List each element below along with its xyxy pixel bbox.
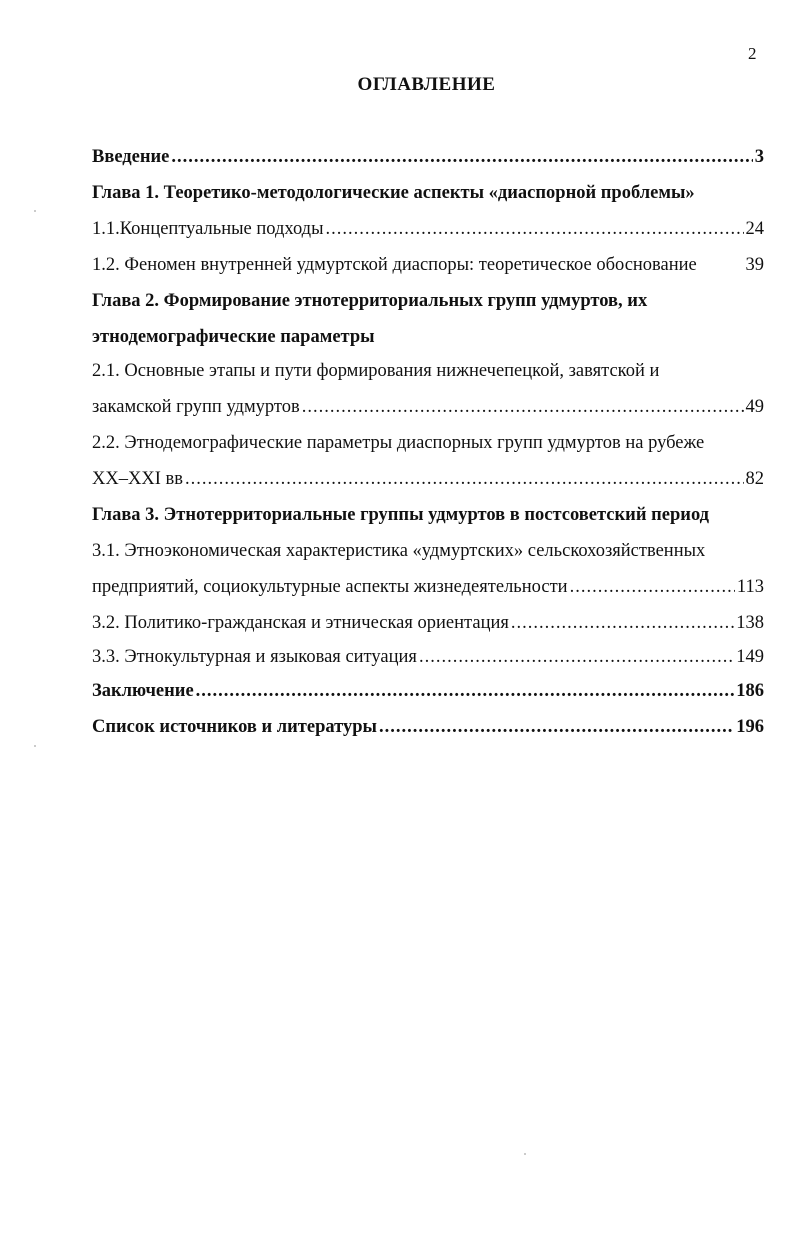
toc-page-number: 82 xyxy=(745,469,764,489)
toc-section-number: 1.1. xyxy=(92,219,120,239)
toc-entry-2-1-line-2[interactable]: закамской групп удмуртов ..... 49 xyxy=(92,392,764,422)
toc-page-number: 113 xyxy=(736,577,764,597)
toc-page-number: 196 xyxy=(736,717,764,737)
toc-page-number: 138 xyxy=(736,613,764,633)
toc-entry-chapter-2-line-2[interactable]: этнодемографические параметры xyxy=(92,327,375,347)
toc-page-number: 149 xyxy=(736,647,764,667)
toc-entry-conclusion[interactable]: Заключение ..... 186 xyxy=(92,676,764,706)
scan-speck xyxy=(34,745,36,747)
toc-page-number: 3 xyxy=(754,147,764,167)
toc-entry-3-1-line-1[interactable]: 3.1. Этноэкономическая характеристика «удмуртских» сельскохозяйственных xyxy=(92,541,706,561)
toc-page-number: 39 xyxy=(745,255,764,275)
toc-page-number: 49 xyxy=(745,397,764,417)
scan-speck xyxy=(524,1153,526,1155)
toc-entry-3-3[interactable]: 3.3. Этнокультурная и языковая ситуация ..... 149 xyxy=(92,642,764,672)
toc-entry-chapter-2-line-1[interactable]: Глава 2. Формирование этнотерриториальных групп удмуртов, их xyxy=(92,291,648,311)
page-number: 2 xyxy=(748,44,757,63)
toc-entry-chapter-3[interactable]: Глава 3. Этнотерриториальные группы удмуртов в постсоветский период xyxy=(92,505,710,525)
toc-entry-2-2-line-1[interactable]: 2.2. Этнодемографические параметры диаспорных групп удмуртов на рубеже xyxy=(92,433,705,453)
toc-entry-2-2-line-2[interactable]: XX–XXI вв ..... 82 xyxy=(92,464,764,494)
toc-page-number: 186 xyxy=(736,681,764,701)
scan-speck xyxy=(34,210,36,212)
toc-entry-3-1-line-2[interactable]: предприятий, социокультурные аспекты жизнедеятельности ..... 113 xyxy=(92,572,764,602)
toc-entry-3-2[interactable]: 3.2. Политико-гражданская и этническая ориентация ..... 138 xyxy=(92,608,764,638)
toc-entry-1-1[interactable]: 1.1. Концептуальные подходы ..... 24 xyxy=(92,214,764,244)
toc-entry-bibliography[interactable]: Список источников и литературы ..... 196 xyxy=(92,712,764,742)
toc-entry-chapter-1[interactable]: Глава 1. Теоретико-методологические аспекты «диаспорной проблемы» xyxy=(92,183,695,203)
page-title: ОГЛАВЛЕНИЕ xyxy=(357,74,496,95)
toc-entry-introduction[interactable]: Введение ..... 3 xyxy=(92,142,764,172)
toc-page-number: 24 xyxy=(745,219,764,239)
toc-entry-2-1-line-1[interactable]: 2.1. Основные этапы и пути формирования нижнечепецкой, завятской и xyxy=(92,361,660,381)
toc-entry-1-2[interactable]: 1.2. Феномен внутренней удмуртской диаспоры: теоретическое обоснование 39 xyxy=(92,250,764,280)
